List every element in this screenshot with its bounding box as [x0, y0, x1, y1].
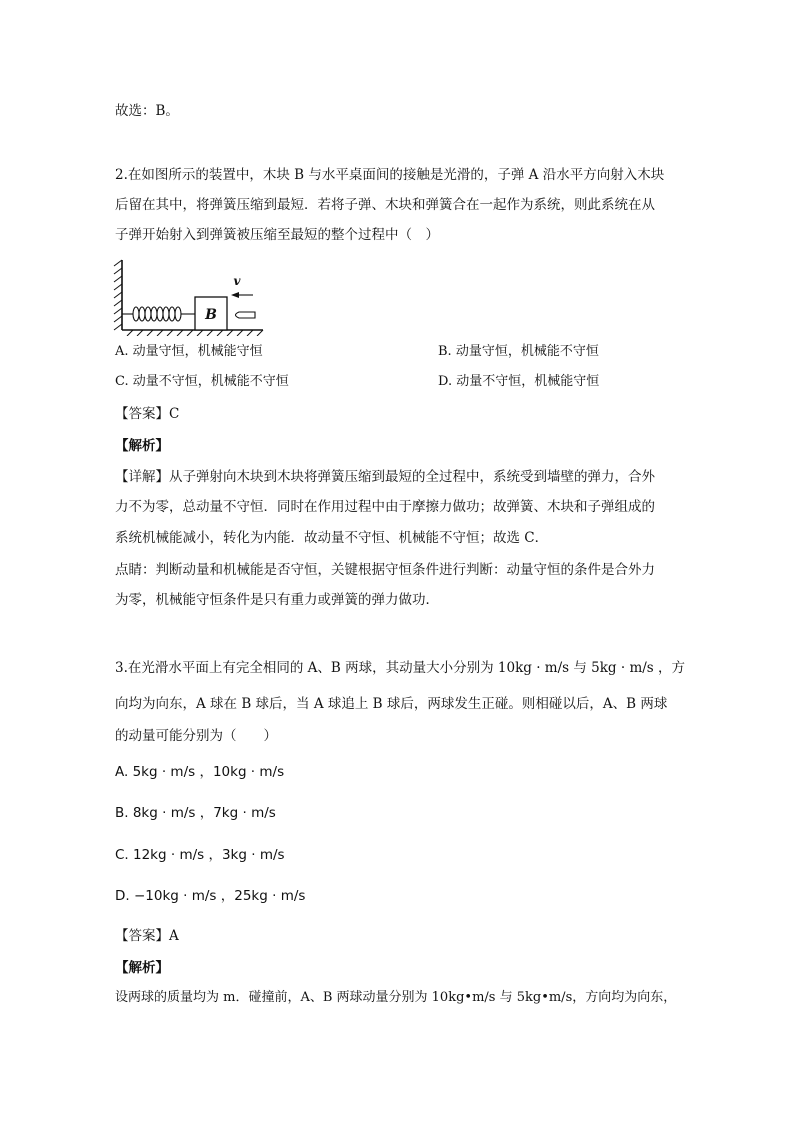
q2-option-c: C. 动量不守恒，机械能不守恒	[115, 374, 289, 389]
q2-tip-line-2: 为零，机械能守恒条件是只有重力或弹簧的弹力做功．	[115, 592, 439, 608]
bullet	[236, 312, 256, 318]
q3-option-b: B. 8kg · m/s ，7kg · m/s	[115, 805, 276, 821]
q3-stem-line-1: 3.在光滑水平面上有完全相同的 A、B 两球，其动量大小分别为 10kg · m/s 与 5kg · m/s ，方	[115, 660, 686, 676]
q2-tip-line-1: 点睛：判断动量和机械能是否守恒，关键根据守恒条件进行判断：动量守恒的条件是合外力	[115, 562, 655, 578]
q2-stem-line-3: 子弹开始射入到弹簧被压缩至最短的整个过程中（ ）	[115, 227, 439, 243]
q2-option-b: B. 动量守恒，机械能不守恒	[438, 344, 599, 359]
q3-analysis-line-1: 设两球的质量均为 m．碰撞前，A、B 两球动量分别为 10kg•m/s 与 5kg•m/s，方向均为向东，	[115, 990, 677, 1005]
q3-option-a: A. 5kg · m/s ，10kg · m/s	[115, 764, 285, 780]
velocity-label: v	[233, 274, 241, 288]
block-label: B	[205, 307, 217, 323]
q2-option-a: A. 动量守恒，机械能守恒	[115, 344, 263, 359]
q2-detail-line-1: 【详解】从子弹射向木块到木块将弹簧压缩到最短的全过程中，系统受到墙壁的弹力，合外	[115, 469, 655, 485]
spring	[122, 307, 195, 321]
previous-answer: 故选：B。	[115, 103, 179, 119]
q2-detail-line-3: 系统机械能减小，转化为内能．故动量不守恒、机械能不守恒；故选 C．	[115, 530, 549, 546]
q3-stem-line-3: 的动量可能分别为（ ）	[115, 728, 277, 744]
q3-answer: 【答案】A	[115, 928, 179, 944]
q2-answer: 【答案】C	[115, 406, 180, 422]
q2-analysis-heading: 【解析】	[115, 438, 169, 454]
q2-stem-line-2: 后留在其中，将弹簧压缩到最短．若将子弹、木块和弹簧合在一起作为系统，则此系统在从	[115, 197, 655, 213]
velocity-arrow-icon	[231, 292, 239, 298]
q2-detail-line-2: 力不为零，总动量不守恒．同时在作用过程中由于摩擦力做功；故弹簧、木块和子弹组成的	[115, 499, 655, 515]
q2-stem-line-1: 2.在如图所示的装置中，木块 B 与水平桌面间的接触是光滑的，子弹 A 沿水平方向射入木块	[115, 167, 665, 183]
q3-option-d: D. −10kg · m/s ，25kg · m/s	[115, 888, 306, 904]
q3-analysis-heading: 【解析】	[115, 960, 169, 976]
q3-stem-line-2: 向均为向东，A 球在 B 球后，当 A 球追上 B 球后，两球发生正碰。则相碰以后，A、B 两球	[115, 696, 668, 712]
spring-block-bullet-figure	[113, 258, 273, 336]
q3-option-c: C. 12kg · m/s ，3kg · m/s	[115, 847, 285, 863]
q2-option-d: D. 动量不守恒，机械能守恒	[438, 374, 600, 389]
